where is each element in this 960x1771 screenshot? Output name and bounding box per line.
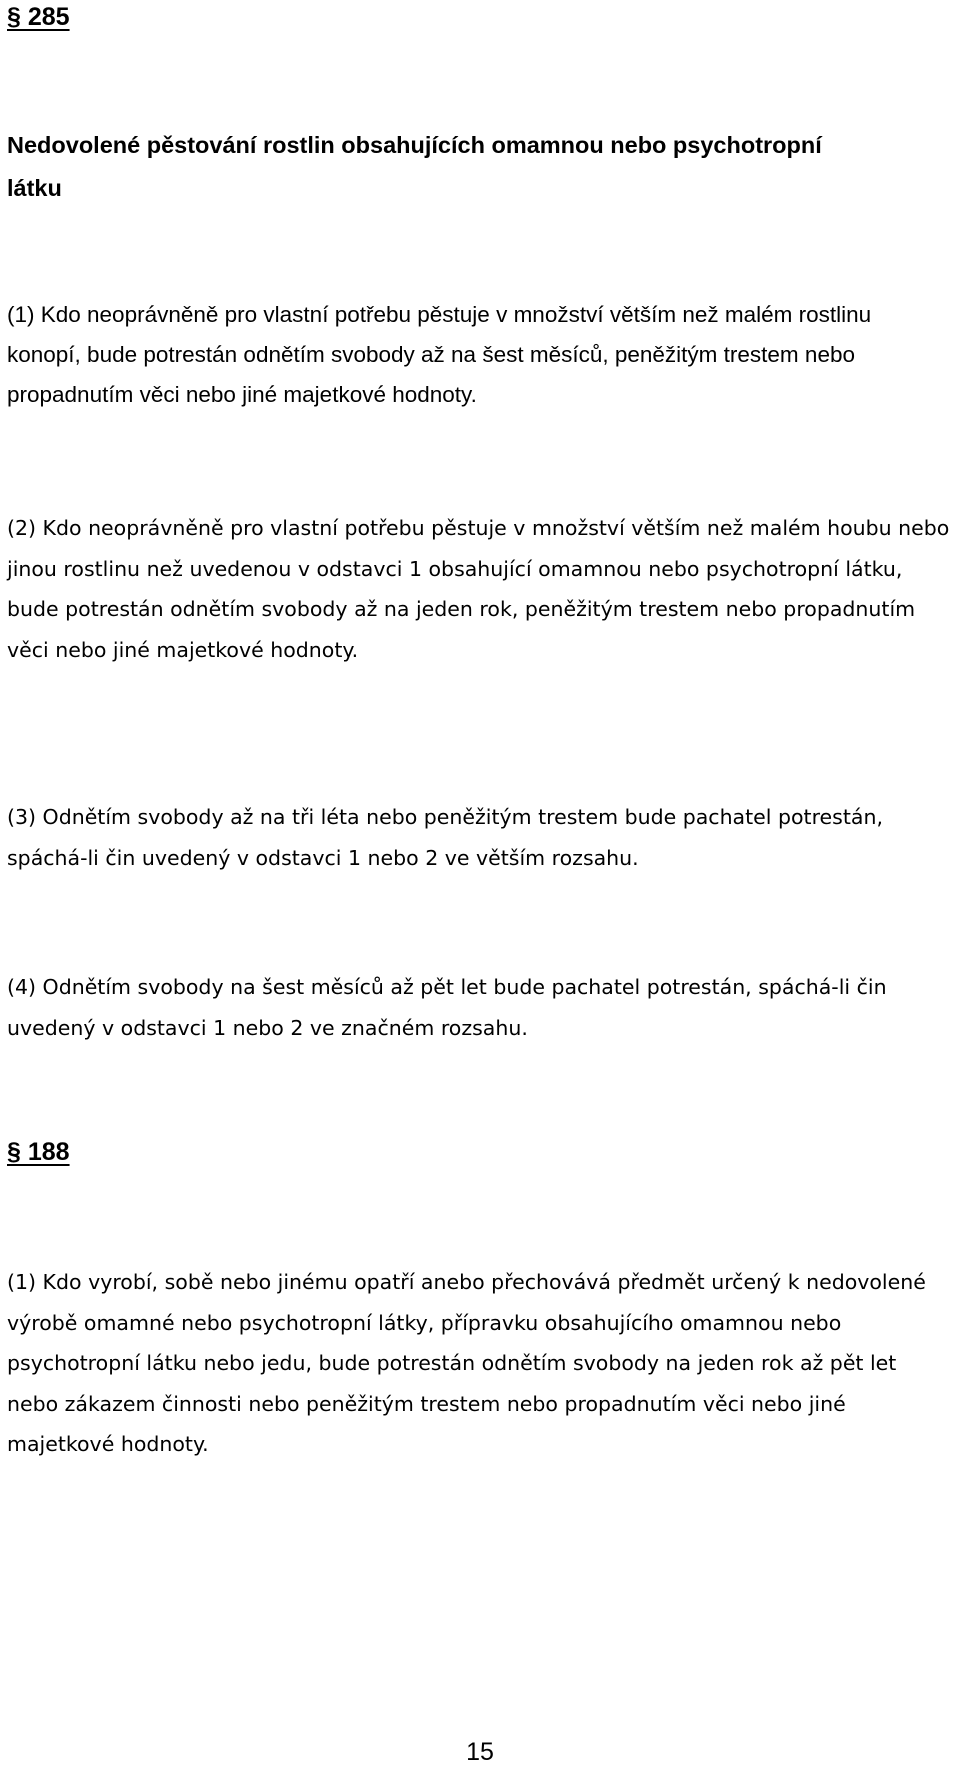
section-285-title: Nedovolené pěstování rostlin obsahujících omamnou nebo psychotropní látku xyxy=(7,132,822,201)
section-188-paragraph-1: (1) Kdo vyrobí, sobě nebo jinému opatří anebo přechovává předmět určený k nedovolené výrobě omamné nebo psychotropní látky, přípravku obsahujícího omamnou nebo psychotropní látku nebo jedu, bude potrestán odnětím svobody na jeden rok až pět let nebo zákazem činnosti nebo peněžitým trestem nebo propadnutím věci nebo jiné majetkové hodnoty. xyxy=(7,1270,926,1456)
section-285-paragraph-1: (1) Kdo neoprávněně pro vlastní potřebu pěstuje v množství větším než malém rostlinu konopí, bude potrestán odnětím svobody až na šest měsíců, peněžitým trestem nebo propadnutím věci nebo jiné majetkové hodnoty. xyxy=(7,302,872,407)
section-285-paragraph-2: (2) Kdo neoprávněně pro vlastní potřebu pěstuje v množství větším než malém houbu nebo jinou rostlinu než uvedenou v odstavci 1 obsahující omamnou nebo psychotropní látku, bude potrestán odnětím svobody až na jeden rok, peněžitým trestem nebo propadnutím věci nebo jiné majetkové hodnoty. xyxy=(7,516,950,662)
section-285-paragraph-3: (3) Odnětím svobody až na tři léta nebo peněžitým trestem bude pachatel potrestán, spáchá-li čin uvedený v odstavci 1 nebo 2 ve větším rozsahu. xyxy=(7,805,883,870)
section-285-paragraph-4: (4) Odnětím svobody na šest měsíců až pět let bude pachatel potrestán, spáchá-li čin uvedený v odstavci 1 nebo 2 ve značném rozsahu. xyxy=(7,975,887,1040)
section-285-heading: § 285 xyxy=(7,3,70,31)
page-number: 15 xyxy=(466,1738,494,1766)
section-188-heading: § 188 xyxy=(7,1138,70,1166)
